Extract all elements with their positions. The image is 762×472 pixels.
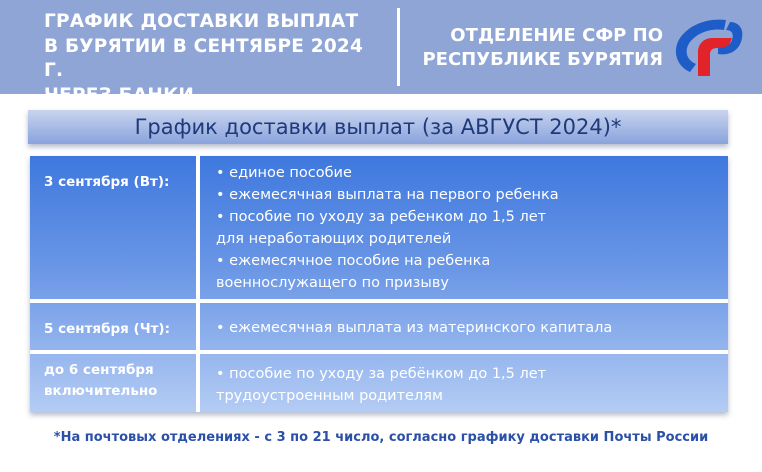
column-divider xyxy=(196,156,200,412)
schedule-date-line: до 6 сентября xyxy=(44,362,154,378)
schedule-date xyxy=(44,360,157,402)
sfr-logo-icon xyxy=(668,14,748,80)
header-divider xyxy=(397,8,400,86)
row-divider xyxy=(30,299,728,303)
header-title-line: ЧЕРЕЗ БАНКИ xyxy=(44,84,195,106)
schedule-items xyxy=(216,363,546,407)
header-title-line: В БУРЯТИИ В СЕНТЯБРЕ 2024 Г. xyxy=(44,35,364,81)
schedule-item: • ежемесячное пособие на ребенка xyxy=(216,253,491,269)
schedule-item: для неработающих родителей xyxy=(216,231,452,247)
footnote: *На почтовых отделениях - с 3 по 21 число, согласно графику доставки Почты России xyxy=(53,430,709,445)
header-title-line: ГРАФИК ДОСТАВКИ ВЫПЛАТ xyxy=(44,11,359,32)
schedule-items xyxy=(216,162,559,294)
schedule-table xyxy=(30,156,728,412)
schedule-date-line: 5 сентября (Чт): xyxy=(44,321,171,337)
schedule-item: • пособие по уходу за ребенком до 1,5 лет xyxy=(216,209,547,225)
schedule-item: • ежемесячная выплата из материнского капитала xyxy=(216,320,613,336)
schedule-title: График доставки выплат (за АВГУСТ 2024)* xyxy=(28,110,728,144)
schedule-date-line: включительно xyxy=(44,383,158,399)
header-banner xyxy=(0,0,762,106)
schedule-item: военнослужащего по призыву xyxy=(216,275,449,291)
schedule-date xyxy=(44,319,170,340)
organization-name-line: РЕСПУБЛИКЕ БУРЯТИЯ xyxy=(422,49,663,70)
organization-name xyxy=(410,24,663,72)
organization-name-line: ОТДЕЛЕНИЕ СФР ПО xyxy=(450,25,663,46)
schedule-date xyxy=(44,172,169,193)
schedule-item: • ежемесячная выплата на первого ребенка xyxy=(216,187,559,203)
schedule-date-line: 3 сентября (Вт): xyxy=(44,174,170,190)
schedule-item: • пособие по уходу за ребёнком до 1,5 лет xyxy=(216,366,547,382)
schedule-items xyxy=(216,317,612,339)
schedule-item: трудоустроенным родителям xyxy=(216,388,443,404)
header-title xyxy=(44,10,384,108)
row-divider xyxy=(30,350,728,354)
schedule-item: • единое пособие xyxy=(216,165,352,181)
